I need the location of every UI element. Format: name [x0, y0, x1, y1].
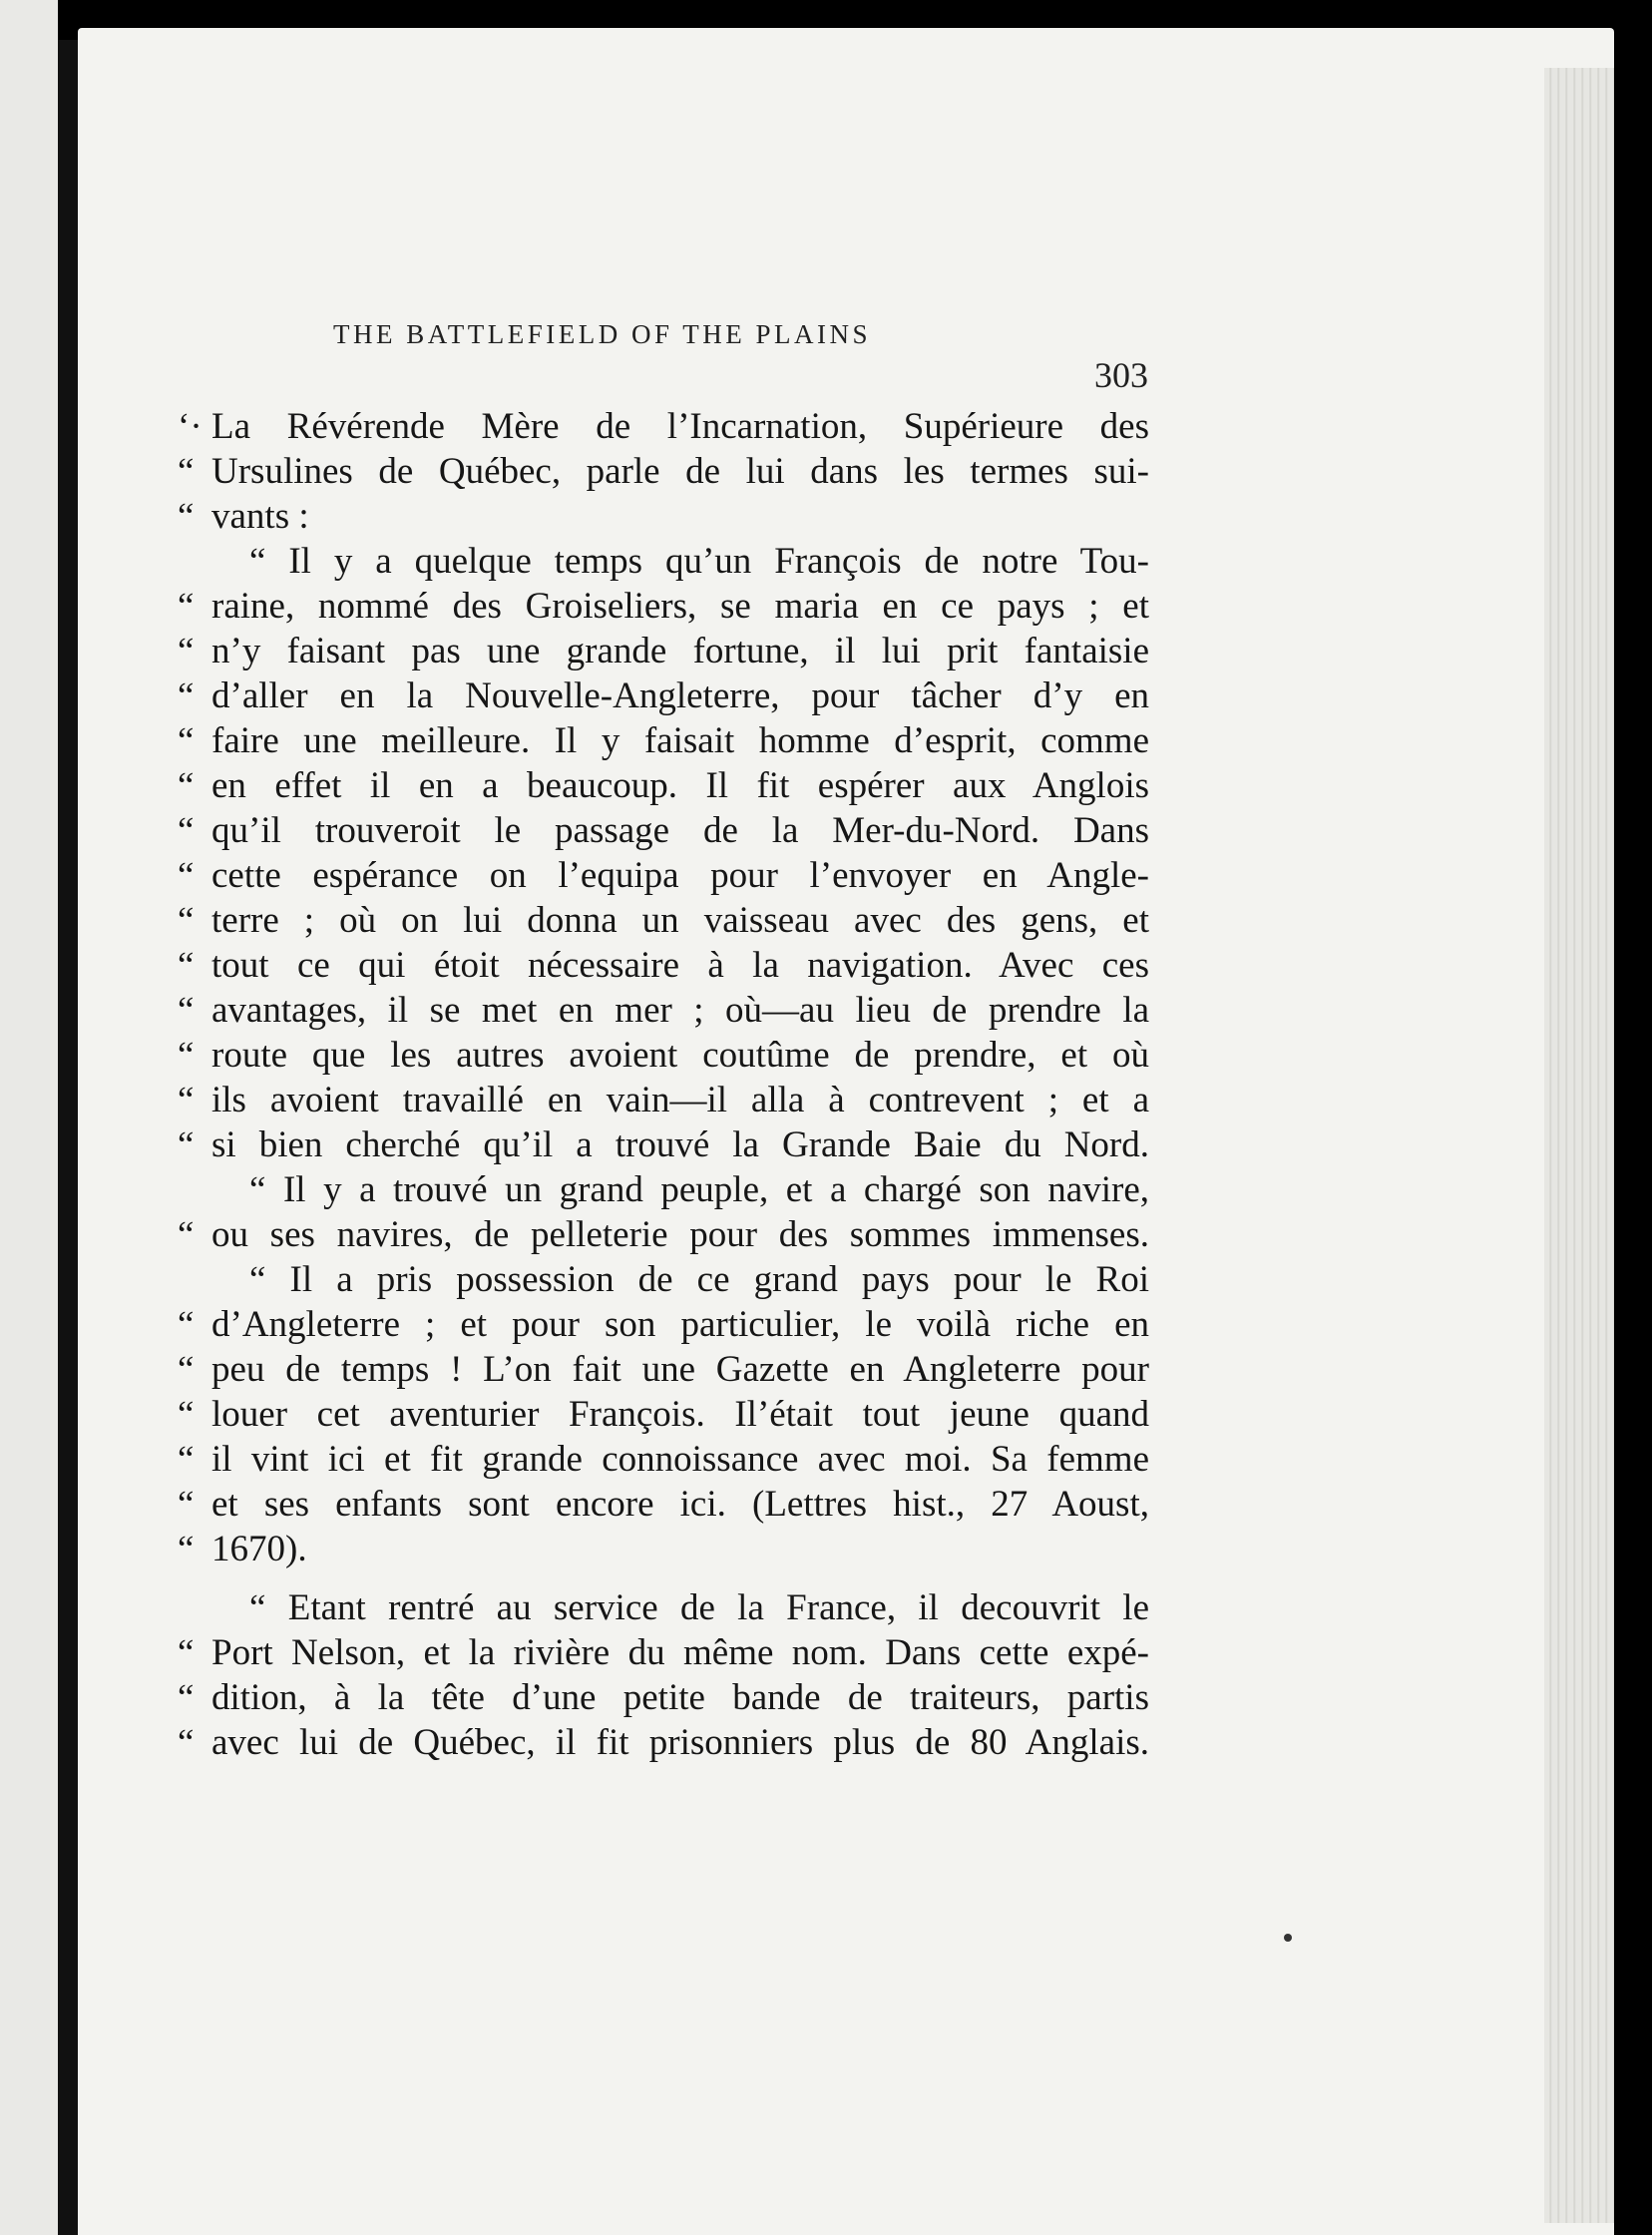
line-text: si bien cherché qu’il a trouvé la Grande Baie du Nord. [211, 1124, 1149, 1165]
text-line [211, 1167, 1149, 1212]
line-text: et ses enfants sont encore ici. (Lettres hist., 27 Aoust, [211, 1484, 1149, 1525]
text-line [178, 629, 1149, 673]
line-text: il vint ici et fit grande connoissance avec moi. Sa femme [211, 1439, 1149, 1480]
line-text: peu de temps ! L’on fait une Gazette en Angleterre pour [211, 1349, 1149, 1390]
quote-mark: “ [178, 855, 195, 896]
gutter-shadow [58, 40, 78, 2235]
text-line [178, 763, 1149, 808]
text-line [178, 1392, 1149, 1437]
text-line [178, 1482, 1149, 1527]
quote-mark: “ [178, 451, 195, 492]
quote-mark: “ [178, 1214, 195, 1255]
text-line [178, 1078, 1149, 1122]
text-line [178, 449, 1149, 494]
text-line [178, 1347, 1149, 1392]
line-text: avantages, il se met en mer ; où—au lieu de prendre la [211, 990, 1149, 1031]
quote-mark: “ [178, 1632, 195, 1673]
line-text: avec lui de Québec, il fit prisonniers plus de 80 Anglais. [211, 1722, 1149, 1763]
quote-mark: “ [178, 675, 195, 716]
line-text: qu’il trouveroit le passage de la Mer-du-Nord. Dans [211, 810, 1149, 851]
text-line [178, 1122, 1149, 1167]
text-line [178, 1675, 1149, 1720]
page-stack-edge [1544, 68, 1614, 2223]
line-text: terre ; où on lui donna un vaisseau avec des gens, et [211, 900, 1149, 941]
text-line [178, 1630, 1149, 1675]
quote-mark: “ [178, 1677, 195, 1718]
quote-mark: “ [178, 1035, 195, 1076]
text-line [211, 539, 1149, 584]
line-text: ils avoient travaillé en vain—il alla à contrevent ; et a [211, 1080, 1149, 1120]
text-line [178, 808, 1149, 853]
text-line [178, 494, 1149, 539]
text-line [178, 1720, 1149, 1765]
line-text: route que les autres avoient coutûme de prendre, et où [211, 1035, 1149, 1076]
quote-mark: “ [178, 810, 195, 851]
line-text: Ursulines de Québec, parle de lui dans les termes sui- [211, 451, 1149, 492]
quote-mark: “ [178, 1124, 195, 1165]
quote-mark: “ [178, 1349, 195, 1390]
text-line [178, 943, 1149, 988]
quote-mark: “ [178, 1484, 195, 1525]
line-text: ou ses navires, de pelleterie pour des sommes immenses. [211, 1214, 1149, 1255]
quote-mark: “ [178, 990, 195, 1031]
speck [1284, 1934, 1292, 1942]
line-text: “ Il a pris possession de ce grand pays pour le Roi [249, 1259, 1149, 1300]
quote-mark: “ [178, 1394, 195, 1435]
quote-mark: “ [178, 1529, 195, 1569]
text-line [178, 584, 1149, 629]
text-line [178, 718, 1149, 763]
text-line [211, 1257, 1149, 1302]
line-text: en effet il en a beaucoup. Il fit espérer aux Anglois [211, 765, 1149, 806]
line-text: louer cet aventurier François. Il’était tout jeune quand [211, 1394, 1149, 1435]
line-text: “ Etant rentré au service de la France, il decouvrit le [249, 1587, 1149, 1628]
text-line [178, 1212, 1149, 1257]
page-number: 303 [1094, 355, 1148, 395]
running-head: THE BATTLEFIELD OF THE PLAINS [333, 319, 871, 349]
line-text: Port Nelson, et la rivière du même nom. Dans cette expé- [211, 1632, 1149, 1673]
quote-mark: “ [178, 900, 195, 941]
line-text: “ Il y a quelque temps qu’un François de notre Tou- [249, 541, 1149, 582]
quote-mark: “ [178, 1304, 195, 1345]
text-line [178, 1033, 1149, 1078]
line-text: raine, nommé des Groiseliers, se maria en ce pays ; et [211, 586, 1149, 627]
quote-mark: “ [178, 1080, 195, 1120]
quote-mark: “ [178, 720, 195, 761]
line-text: “ Il y a trouvé un grand peuple, et a chargé son navire, [249, 1169, 1149, 1210]
line-text: vants : [211, 496, 309, 537]
quote-mark: “ [178, 765, 195, 806]
text-line [178, 673, 1149, 718]
quote-mark: “ [178, 1722, 195, 1763]
line-text: d’Angleterre ; et pour son particulier, le voilà riche en [211, 1304, 1149, 1345]
line-text: cette espérance on l’equipa pour l’envoyer en Angle- [211, 855, 1149, 896]
line-text: faire une meilleure. Il y faisait homme d’esprit, comme [211, 720, 1149, 761]
quote-mark: “ [178, 1439, 195, 1480]
text-line [178, 853, 1149, 898]
quote-mark: “ [178, 496, 195, 537]
quote-mark: ‘· [178, 406, 203, 447]
line-text: 1670). [211, 1529, 307, 1569]
text-line [211, 1585, 1149, 1630]
line-text: d’aller en la Nouvelle-Angleterre, pour tâcher d’y en [211, 675, 1149, 716]
body-text [178, 404, 1149, 1765]
previous-page-edge [0, 0, 58, 2235]
quote-mark: “ [178, 631, 195, 671]
text-line [178, 1302, 1149, 1347]
text-line [178, 1437, 1149, 1482]
line-text: n’y faisant pas une grande fortune, il lui prit fantaisie [211, 631, 1149, 671]
line-text: tout ce qui étoit nécessaire à la navigation. Avec ces [211, 945, 1149, 986]
text-line [178, 898, 1149, 943]
text-line [178, 404, 1149, 449]
line-text: La Révérende Mère de l’Incarnation, Supérieure des [211, 406, 1149, 447]
line-text: dition, à la tête d’une petite bande de traiteurs, partis [211, 1677, 1149, 1718]
paragraph-gap [211, 1571, 1149, 1585]
text-line [178, 988, 1149, 1033]
text-line [178, 1527, 1149, 1571]
quote-mark: “ [178, 945, 195, 986]
quote-mark: “ [178, 586, 195, 627]
